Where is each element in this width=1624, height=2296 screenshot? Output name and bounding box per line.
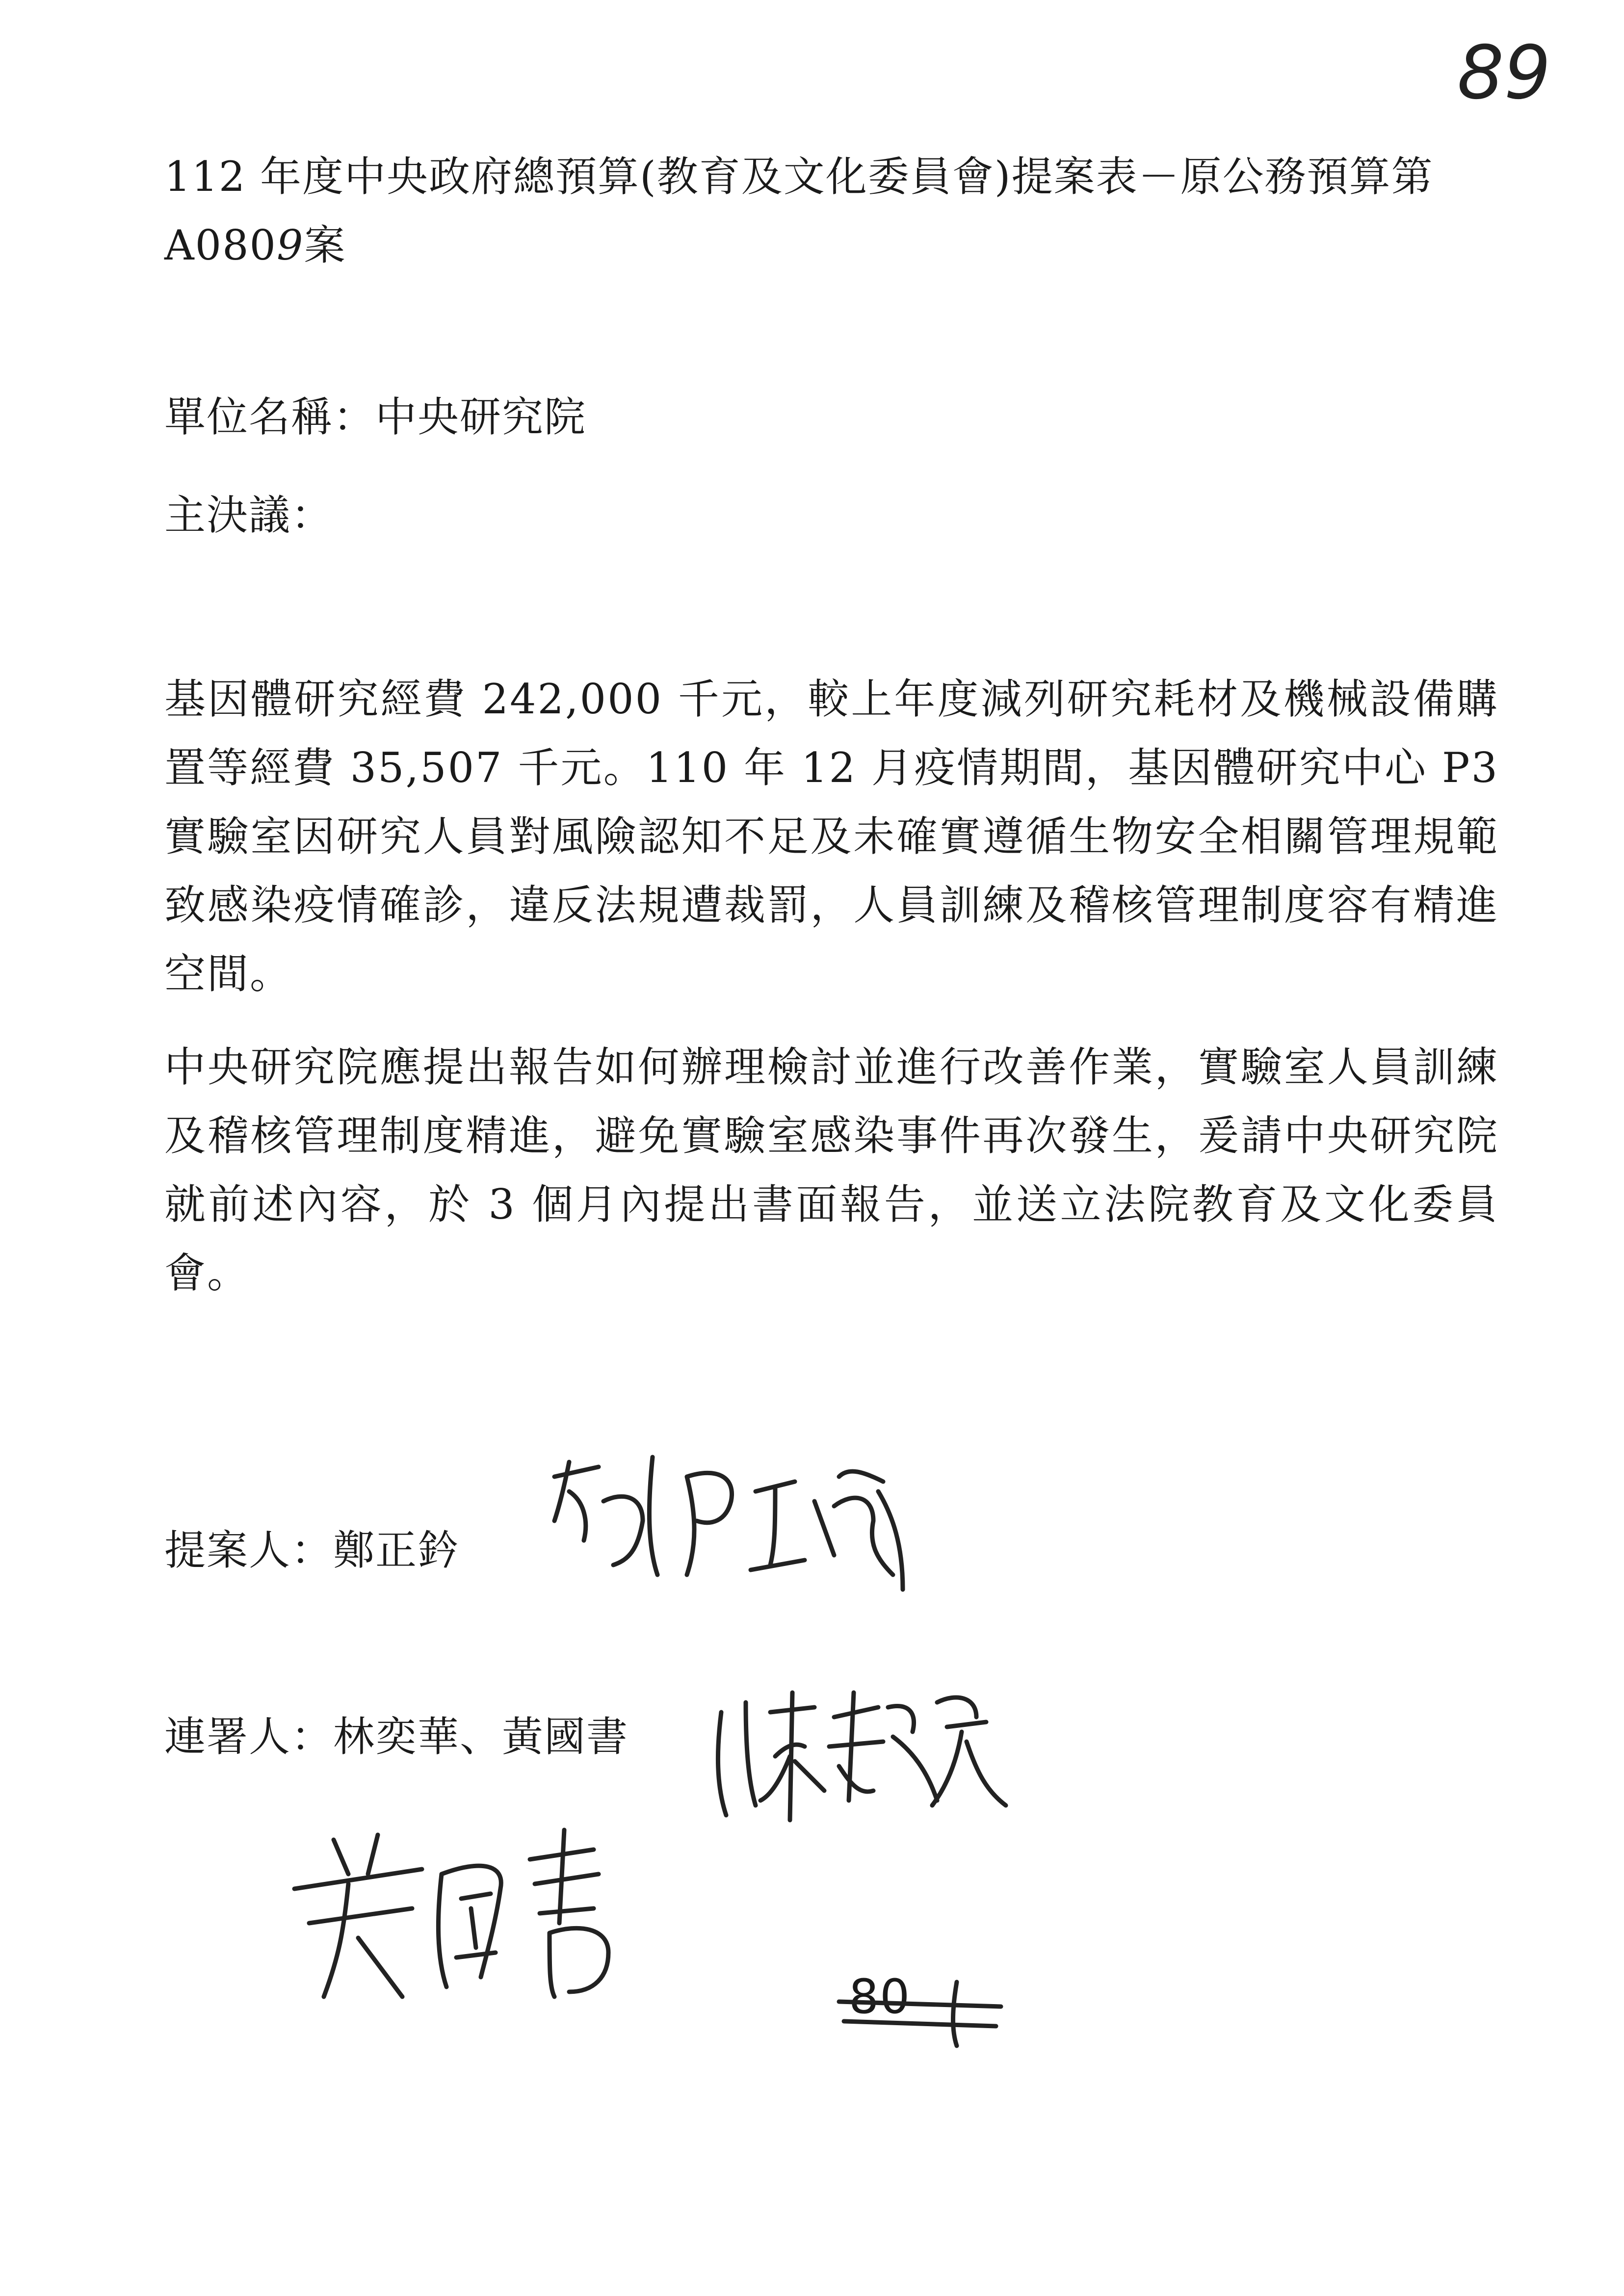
strike-through-mark bbox=[834, 1969, 1011, 2051]
crossed-number: 80 bbox=[849, 1969, 911, 2024]
paragraph-1: 基因體研究經費 242,000 千元，較上年度減列研究耗材及機械設備購置等經費 35,507 千元。110 年 12 月疫情期間，基因體研究中心 P3 實驗室因研究人員對風險認知不足及未確實遵循生物安全相關管理規範致感染疫情確診，違反法規遭裁罰，人員訓練及稽核管理制度容有精進空間。 bbox=[164, 675, 1499, 998]
cosigners-names: 林奕華、黃國書 bbox=[333, 1713, 629, 1761]
handwritten-page-number bbox=[1452, 15, 1551, 177]
cosigners-label: 連署人： bbox=[164, 1713, 334, 1761]
case-word: 案 bbox=[304, 221, 346, 269]
proposer-signature bbox=[540, 1447, 922, 1604]
cosigners-line bbox=[164, 1712, 629, 1761]
case-code: A080 bbox=[164, 221, 277, 269]
unit-line bbox=[164, 392, 586, 442]
cosigner-signature-2 bbox=[275, 1810, 667, 2016]
case-suffix-digit: 9 bbox=[277, 221, 304, 269]
unit-value: 中央研究院 bbox=[375, 393, 587, 441]
svg-text:89: 89 bbox=[1457, 30, 1551, 116]
unit-label: 單位名稱： bbox=[164, 393, 376, 441]
paragraph-2: 中央研究院應提出報告如何辦理檢討並進行改善作業，實驗室人員訓練及稽核管理制度精進，避免實驗室感染事件再次發生，爰請中央研究院就前述內容，於 3 個月內提出書面報告，並送立法院教育及文化委員會。 bbox=[164, 1043, 1499, 1297]
cosigner-signature-1 bbox=[702, 1673, 1016, 1835]
proposer-label: 提案人： bbox=[164, 1526, 334, 1574]
title-line-1: 112 年度中央政府總預算(教育及文化委員會)提案表－原公務預算第 bbox=[164, 153, 1434, 201]
title-line-2 bbox=[164, 221, 346, 270]
proposer-line bbox=[164, 1526, 460, 1575]
main-resolution-label: 主決議： bbox=[164, 491, 334, 539]
proposer-name: 鄭正鈐 bbox=[333, 1526, 460, 1574]
